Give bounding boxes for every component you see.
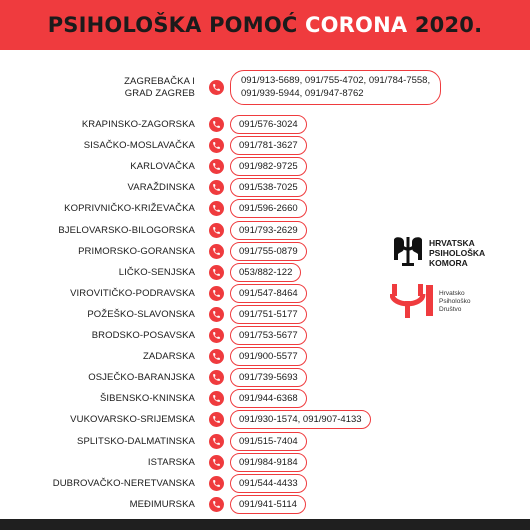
region-line: BRODSKO-POSAVSKA: [91, 330, 195, 341]
phone-icon: [209, 265, 224, 280]
phone-number-pill[interactable]: [230, 305, 307, 324]
phone-icon: [209, 307, 224, 322]
contact-row: [0, 473, 530, 494]
drustvo-logo: [390, 283, 520, 319]
contact-row: [0, 431, 530, 452]
title-accent: CORONA: [305, 13, 408, 37]
region-name: [58, 220, 195, 241]
phone-icon: [209, 201, 224, 216]
phone-number-pill[interactable]: [230, 326, 307, 345]
contact-row: [0, 409, 530, 430]
phone-number-pill[interactable]: [230, 70, 441, 105]
contact-row: [0, 325, 530, 346]
region-name: [53, 473, 195, 494]
contact-row: [0, 494, 530, 515]
phone-icon: [209, 286, 224, 301]
region-name: [130, 156, 195, 177]
phone-number-pill[interactable]: [230, 368, 307, 387]
contact-row: [0, 198, 530, 219]
komora-line: HRVATSKA: [429, 238, 475, 248]
region-name: [87, 304, 195, 325]
phone-number-pill[interactable]: [230, 242, 307, 261]
komora-logo: [390, 234, 520, 270]
contact-row: [0, 70, 530, 106]
phone-number: 091/739-5693: [239, 372, 298, 384]
phone-icon: [209, 370, 224, 385]
phone-number: 091/596-2660: [239, 203, 298, 215]
drustvo-logo-text: [439, 290, 470, 314]
region-name: [64, 198, 195, 219]
region-name: [82, 114, 195, 135]
phone-number: 091/982-9725: [239, 161, 298, 173]
region-line: ISTARSKA: [147, 456, 195, 468]
phone-number: 091/930-1574, 091/907-4133: [239, 414, 362, 426]
phone-number-pill[interactable]: [230, 178, 307, 197]
footer-bar: [0, 519, 530, 530]
phone-number: 091/781-3627: [239, 140, 298, 152]
region-line: KRAPINSKO-ZAGORSKA: [81, 119, 195, 130]
phone-number: 091/984-9184: [239, 456, 298, 468]
phone-number: 091/547-8464: [239, 287, 298, 299]
drustvo-line: Hrvatsko: [439, 290, 465, 297]
phone-number-pill[interactable]: [230, 136, 307, 155]
phone-number-pill[interactable]: [230, 453, 307, 472]
phone-number: 091/544-4433: [239, 477, 298, 489]
region-line: MEĐIMURSKA: [129, 498, 195, 510]
region-name: [88, 367, 195, 388]
phone-icon: [209, 244, 224, 259]
region-line: KARLOVAČKA: [130, 161, 195, 173]
phone-icon: [209, 455, 224, 470]
region-name: [70, 409, 195, 430]
contact-row: [0, 367, 530, 388]
region-line: KOPRIVNIČKO-KRIŽEVAČKA: [64, 203, 195, 215]
phone-icon: [209, 497, 224, 512]
region-name: [78, 241, 195, 262]
phone-number: 091/538-7025: [239, 182, 298, 194]
title-year: 2020.: [414, 13, 483, 37]
phone-number-pill[interactable]: [230, 115, 307, 134]
region-line: ZADARSKA: [142, 351, 195, 363]
phone-icon: [209, 328, 224, 343]
phone-icon: [209, 434, 224, 449]
phone-number-pill[interactable]: [230, 347, 307, 366]
phone-number: 053/882-122: [239, 266, 293, 278]
contact-row: [0, 452, 530, 473]
region-line: LIČKO-SENJSKA: [118, 266, 195, 278]
phone-icon: [209, 349, 224, 364]
phone-icon: [209, 391, 224, 406]
phone-number-pill[interactable]: [230, 157, 307, 176]
region-name: [148, 452, 195, 473]
phone-icon: [209, 159, 224, 174]
region-name: [130, 494, 195, 515]
region-line: GRAD ZAGREB: [124, 88, 195, 99]
phone-number-pill[interactable]: [230, 410, 371, 429]
region-name: [100, 388, 195, 409]
phone-number-pill[interactable]: [230, 199, 307, 218]
phone-number-pill[interactable]: [230, 474, 307, 493]
phone-icon: [209, 223, 224, 238]
phone-number-pill[interactable]: [230, 284, 307, 303]
region-name: [124, 71, 195, 105]
phone-number: 091/944-6368: [239, 393, 298, 405]
contact-row: [0, 156, 530, 177]
contact-row: [0, 346, 530, 367]
contact-row: [0, 114, 530, 135]
komora-logo-text: [429, 238, 485, 268]
region-line: BJELOVARSKO-BILOGORSKA: [58, 224, 195, 236]
phone-number: 091/913-5689, 091/755-4702, 091/784-7558,: [241, 75, 431, 86]
region-name: [119, 262, 195, 283]
region-name: [128, 177, 195, 198]
region-name: [143, 346, 195, 367]
contact-row: [0, 177, 530, 198]
phone-icon: [209, 138, 224, 153]
page-header: [0, 0, 530, 50]
title-main: PSIHOLOŠKA POMOĆ: [47, 13, 298, 37]
phone-icon: [209, 476, 224, 491]
phone-number: 091/900-5577: [239, 351, 298, 363]
phone-icon: [209, 80, 224, 95]
region-line: VIROVITIČKO-PODRAVSKA: [70, 287, 195, 299]
phone-number: 091/751-5177: [239, 308, 298, 320]
phone-number: 091/793-2629: [239, 224, 298, 236]
komora-line: PSIHOLOŠKA: [429, 248, 486, 258]
phone-number-pill[interactable]: [230, 495, 306, 514]
region-line: DUBROVAČKO-NERETVANSKA: [52, 477, 195, 489]
region-name: [70, 283, 195, 304]
phone-number-pill[interactable]: [230, 389, 307, 408]
region-line: VARAŽDINSKA: [127, 182, 195, 194]
region-line: ŠIBENSKO-KNINSKA: [99, 393, 195, 405]
phone-number: 091/753-5677: [239, 330, 298, 341]
drustvo-line: Društvo: [439, 306, 462, 313]
page-title: [48, 13, 483, 37]
psi-symbol-icon: [390, 283, 436, 319]
region-name: [92, 325, 195, 346]
phone-number-pill[interactable]: [230, 432, 307, 451]
phone-number: 091/755-0879: [239, 245, 298, 257]
psi-head-icon: [390, 234, 426, 270]
phone-number: 091/939-5944, 091/947-8762: [241, 87, 364, 99]
drustvo-line: Psihološko: [439, 298, 471, 305]
region-name: [77, 431, 195, 452]
phone-number-pill[interactable]: [230, 221, 307, 240]
region-line: SISAČKO-MOSLAVAČKA: [83, 140, 195, 152]
phone-icon: [209, 412, 224, 427]
phone-icon: [209, 117, 224, 132]
region-name: [84, 135, 195, 156]
region-line: POŽEŠKO-SLAVONSKA: [87, 308, 195, 320]
phone-number-pill[interactable]: [230, 263, 301, 282]
region-line: PRIMORSKO-GORANSKA: [78, 245, 195, 257]
phone-number: 091/515-7404: [239, 435, 298, 447]
region-line: SPLITSKO-DALMATINSKA: [77, 435, 195, 447]
phone-number: 091/576-3024: [239, 119, 298, 130]
phone-number: 091/941-5114: [239, 498, 297, 510]
contact-row: [0, 135, 530, 156]
region-line: VUKOVARSKO-SRIJEMSKA: [70, 414, 195, 426]
region-line: ZAGREBAČKA I: [124, 76, 195, 87]
contact-row: [0, 388, 530, 409]
komora-line: KOMORA: [429, 258, 468, 268]
region-line: OSJEČKO-BARANJSKA: [88, 372, 195, 384]
phone-icon: [209, 180, 224, 195]
